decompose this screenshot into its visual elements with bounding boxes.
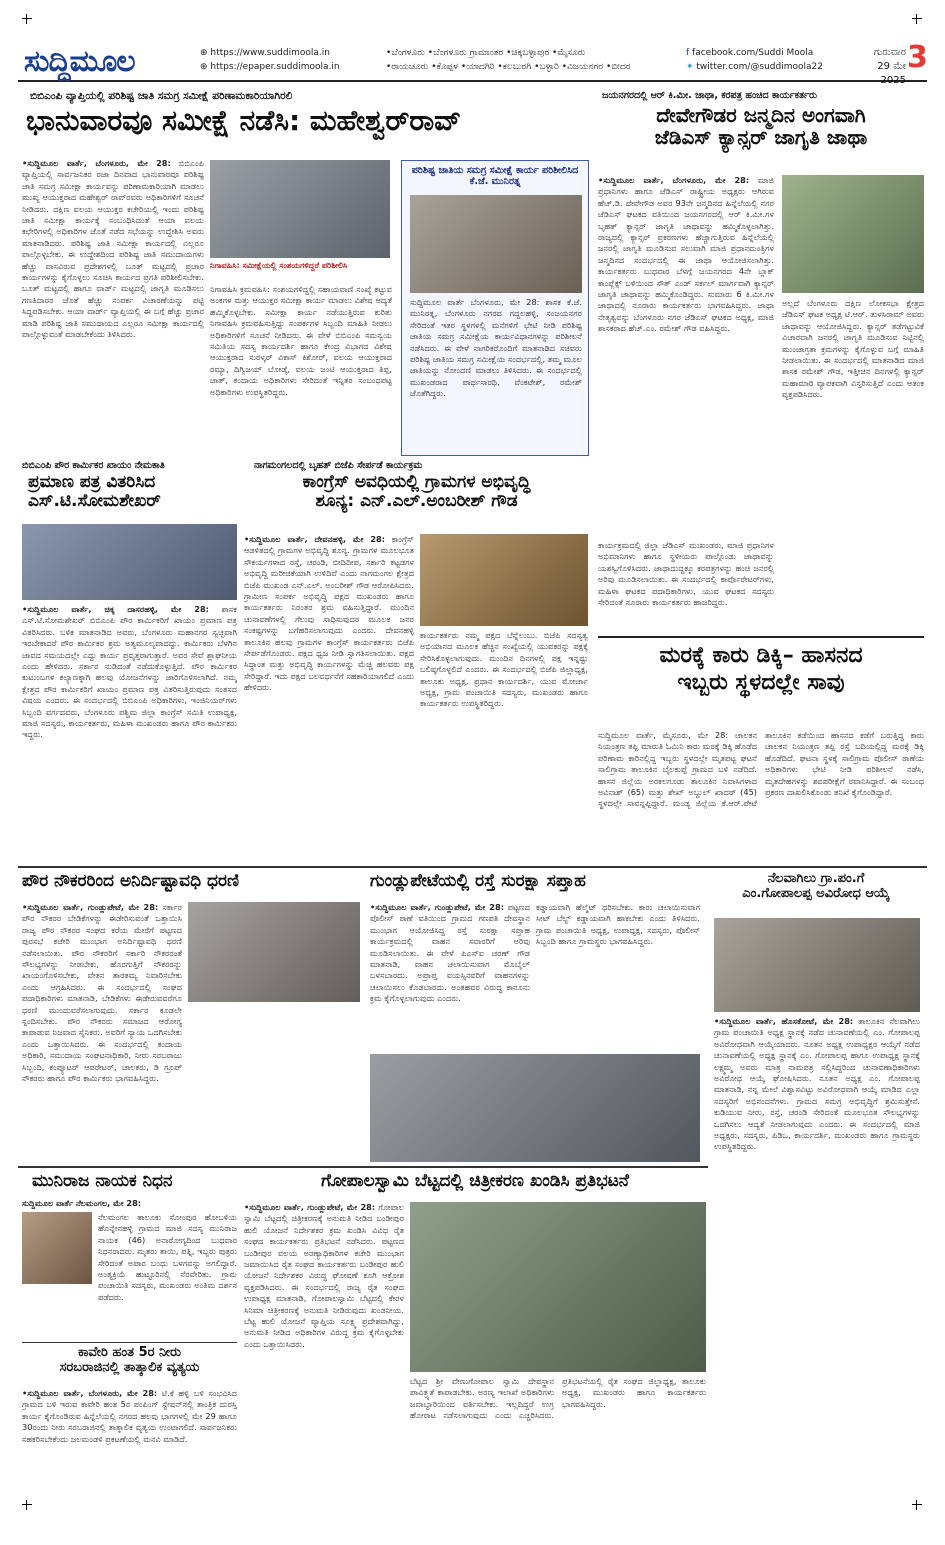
masthead [18, 40, 928, 86]
photo-strike [188, 902, 360, 1002]
article-headline-line2: ಶೂನ್ಯ: ಎನ್.ಎಲ್.ಅಂಬರೀಶ್ ಗೌಡ [315, 491, 518, 512]
dateline: •ಸುದ್ದಿಮೂಲ ವಾರ್ತೆ, ಬೆಂಗಳೂರು, ಮೇ 28: [598, 175, 750, 185]
article-headline-line1: ಕಾಂಗ್ರೆಸ್ ಅವಧಿಯಲ್ಲಿ ಗ್ರಾಮಗಳ ಅಭಿವೃದ್ಧಿ [302, 472, 531, 492]
facebook-icon: f [686, 48, 693, 58]
issue-date [856, 46, 906, 88]
article-accident [598, 636, 924, 726]
dateline: •ಸುದ್ದಿಮೂಲ ವಾರ್ತೆ, ಹೊಸಕೋಟೆ, ಮೇ 28: [714, 1016, 854, 1026]
article-body [22, 604, 237, 862]
article-jds-jatha [598, 90, 924, 172]
crop-mark [912, 14, 922, 24]
article-body-continued: ಕಡ್ಡಾಯವಾಗಿ ಹೆಲ್ಮೆಟ್ ಧರಿಸಬೇಕು. ಕಾರು ಚಲಾಯಿಸುವಾಗ ಸೀಟ್ ಬೆಲ್ಟ್ ಕಡ್ಡಾಯವಾಗಿ ಹಾಕಬೇಕು ಎಂದು ತಿಳಿಸಿದರು. ಗ್ರಾಮ ಪಂಚಾಯಿತಿ ಅಧ್ಯಕ್ಷ, ಉಪಾಧ್ಯಕ್ಷ, ಸದಸ್ಯರು, ಪೊಲೀಸ್ ಸಿಬ್ಬಂದಿ ಹಾಗೂ ಗ್ರಾಮಸ್ಥರು ಭಾಗವಹಿಸಿದ್ದರು. [536, 902, 700, 947]
article-headline-line2: ಇಬ್ಬರು ಸ್ಥಳದಲ್ಲೇ ಸಾವು [677, 669, 845, 695]
district-tickers [386, 46, 631, 74]
photo-road-safety [370, 1054, 700, 1162]
article-headline-line1: ಪ್ರಮಾಣ ಪತ್ರ ವಿತರಿಸಿದ [28, 472, 156, 492]
photo-party-joining [420, 534, 588, 626]
issue-day: ಗುರುವಾರ [873, 47, 906, 58]
dateline: •ಸುದ್ದಿಮೂಲ ವಾರ್ತೆ, ಗುಂಡ್ಲುಪೇಟೆ, ಮೇ 28: [22, 902, 159, 912]
article-text: ಕಾರ್ಯಕರ್ತರು ನಮ್ಮ ಪಕ್ಷದ ಬೆನ್ನೆಲುಬು. ಬಿಜೆಪಿ ಸದಸ್ಯತ್ವ ಅಭಿಯಾನದ ಮೂಲಕ ಹೆಚ್ಚಿನ ಸಂಖ್ಯೆಯಲ್ಲಿ ಯುವಕರನ್ನು ಪಕ್ಷಕ್ಕೆ ಸೇರಿಸಿಕೊಳ್ಳಲಾಗುವುದು. ಮುಂದಿನ ದಿನಗಳಲ್ಲಿ ಪಕ್ಷ ಇನ್ನಷ್ಟು ಬಲಿಷ್ಠಗೊಳ್ಳಲಿದೆ ಎಂದರು. ಈ ಸಂದರ್ಭದಲ್ಲಿ ಬಿಜೆಪಿ ಜಿಲ್ಲಾಧ್ಯಕ್ಷ, ತಾಲೂಕು ಅಧ್ಯಕ್ಷ, ಪ್ರಧಾನ ಕಾರ್ಯದರ್ಶಿ, ಯುವ ಮೋರ್ಚಾ ಅಧ್ಯಕ್ಷ, ಗ್ರಾಮ ಪಂಚಾಯಿತಿ ಸದಸ್ಯರು, ಮುಖಂಡರು ಹಾಗೂ ಕಾರ್ಯಕರ್ತರು ಉಪಸ್ಥಿತರಿದ್ದರು. [420, 630, 588, 709]
facebook-link[interactable]: facebook.com/Suddi Moola [692, 48, 814, 58]
article-text: ಶಾಸಕ ಎಸ್.ಟಿ.ಸೋಮಶೇಖರ್ ಬಿಬಿಎಂಪಿ ಪೌರ ಕಾರ್ಮಿಕರಿಗೆ ಖಾಯಂ ಪ್ರಮಾಣ ಪತ್ರ ವಿತರಿಸಿದರು. ಬಳಿಕ ಮಾತನಾಡಿದ ಅವರು, ಬೆಂಗಳೂರು ಮಹಾನಗರ ಸ್ವಚ್ಛವಾಗಿ ಇರಬೇಕಾದರೆ ಪೌರ ಕಾರ್ಮಿಕರ ಶ್ರಮ ಅತ್ಯಮೂಲ್ಯವಾದದ್ದು. ಕಾರ್ಮಿಕರು ಬೆಳಗಿನ ಜಾವದ ಸಮಯದಲ್ಲೇ ಎದ್ದು ಕಾರ್ಯ ಪ್ರವೃತ್ತರಾಗುತ್ತಾರೆ. ಅವರ ಸೇವೆ ಶ್ಲಾಘನೀಯ ಎಂದು ಹೇಳಿದರು. ಸರ್ಕಾರ ನುಡಿದಂತೆ ನಡೆದುಕೊಳ್ಳುತ್ತಿದೆ. ಪೌರ ಕಾರ್ಮಿಕರ ಕುಟುಂಬಗಳ ಕಲ್ಯಾಣಕ್ಕಾಗಿ ಹಲವು ಯೋಜನೆಗಳನ್ನು ಜಾರಿಗೊಳಿಸಲಾಗಿದೆ. ನಮ್ಮ ಕ್ಷೇತ್ರದ ಪೌರ ಕಾರ್ಮಿಕರಿಗೆ ಖಾಯಂ ಪ್ರಮಾಣ ಪತ್ರ ವಿತರಿಸುತ್ತಿರುವುದು ಸಂತಸದ ವಿಷಯ ಎಂದರು. ಈ ಸಂದರ್ಭದಲ್ಲಿ ಬಿಬಿಎಂಪಿ ಅಧಿಕಾರಿಗಳು, ಇಂಜಿನಿಯರ್‌ಗಳು ಸಿಬ್ಬಂದಿ ವರ್ಗದವರು, ಬೆಂಗಳೂರು ಪಶ್ಚಿಮ ಜಿಲ್ಲಾ ಕಾಂಗ್ರೆಸ್ ಸಮಿತಿ ಉಪಾಧ್ಯಕ್ಷ, ಮಾಜಿ ಸದಸ್ಯರು, ಕಾರ್ಯಕರ್ತರು, ಮಹಿಳಾ ಮುಖಂಡರು ಹಾಗೂ ಪೌರ ಕಾರ್ಮಿಕರು ಇದ್ದರು. [22, 604, 237, 740]
article-somashekar [22, 460, 237, 520]
article-body-continued-2 [598, 540, 774, 632]
article-body [370, 902, 530, 1050]
globe-icon: ⊕ [200, 48, 211, 58]
article-body: ಸುದ್ದಿಮೂಲ ವಾರ್ತೆ, ಮೈಸೂರು, ಮೇ 28: ಚಾಲಕನ ನಿಯಂತ್ರಣ ತಪ್ಪಿ ಮಾರುತಿ ಓಮಿನಿ ಕಾರು ಮರಕ್ಕೆ ಡಿಕ್ಕಿ ಹೊಡೆದ ಪರಿಣಾಮ ಕಾರಿನಲ್ಲಿದ್ದ ಇಬ್ಬರು ಸ್ಥಳದಲ್ಲೇ ಮೃತಪಟ್ಟ ಘಟನೆ ಸಾಲಿಗ್ರಾಮ ತಾಲೂಕಿನ ಬೈಲಕುಪ್ಪೆ ಗ್ರಾಮದ ಬಳಿ ನಡೆದಿದೆ. ಹಾಸನ ಜಿಲ್ಲೆಯ ಅರಕಲಗೂಡು ತಾಲೂಕಿನ ನಿವಾಸಿಗಳಾದ ಅವಿನಾಶ್ (65) ಮತ್ತು ಶೇಖ್ ಅಬ್ದುಲ್ ಖಾದರ್ (45) ಸ್ಥಳದಲ್ಲೇ ಸಾವನ್ನಪ್ಪಿದ್ದಾರೆ. ಮಂಡ್ಯ ಜಿಲ್ಲೆಯ ಕೆ.ಆರ್.ಪೇಟೆ ತಾಲೂಕಿನ ಕಡೆಯಿಂದ ಹಾಸನದ ಕಡೆಗೆ ಬರುತ್ತಿದ್ದ ಕಾರು ಚಾಲಕನ ನಿಯಂತ್ರಣ ತಪ್ಪಿ ರಸ್ತೆ ಬದಿಯಲ್ಲಿದ್ದ ಮರಕ್ಕೆ ಡಿಕ್ಕಿ ಹೊಡೆದಿದೆ. ಘಟನಾ ಸ್ಥಳಕ್ಕೆ ಸಾಲಿಗ್ರಾಮ ಪೊಲೀಸ್ ಠಾಣೆಯ ಅಧಿಕಾರಿಗಳು ಭೇಟಿ ನೀಡಿ ಪರಿಶೀಲನೆ ನಡೆಸಿ, ಮೃತದೇಹಗಳನ್ನು ಶವಪರೀಕ್ಷೆಗೆ ರವಾನಿಸಿದ್ದಾರೆ. ಈ ಸಂಬಂಧ ಪ್ರಕರಣ ದಾಖಲಿಸಿಕೊಂಡು ತನಿಖೆ ಕೈಗೊಂಡಿದ್ದಾರೆ. [598, 730, 924, 809]
dateline: •ಸುದ್ದಿಮೂಲ ವಾರ್ತೆ, ಗುಂಡ್ಲುಪೇಟೆ, ಮೇ 28: [370, 902, 504, 912]
article-text: ತಾಲೂಕಿನ ನೆಲವಾಗಿಲು ಗ್ರಾಮ ಪಂಚಾಯಿತಿ ಅಧ್ಯಕ್ಷ ಸ್ಥಾನಕ್ಕೆ ನಡೆದ ಚುನಾವಣೆಯಲ್ಲಿ ಎಂ. ಗೋಪಾಲಪ್ಪ ಅವಿರೋಧವಾಗಿ ಆಯ್ಕೆಯಾದರು. ನೂತನ ಅಧ್ಯಕ್ಷ ಉಪಾಧ್ಯಕ್ಷರ ಆಯ್ಕೆಗೆ ನಡೆದ ಚುನಾವಣೆಯಲ್ಲಿ ಅಧ್ಯಕ್ಷ ಸ್ಥಾನಕ್ಕೆ ಎಂ. ಗೋಪಾಲಪ್ಪ ಹಾಗೂ ಉಪಾಧ್ಯಕ್ಷ ಸ್ಥಾನಕ್ಕೆ ಲಕ್ಷ್ಮಮ್ಮ ಅವರು ಮಾತ್ರ ನಾಮಪತ್ರ ಸಲ್ಲಿಸಿದ್ದರಿಂದ ಚುನಾವಣಾಧಿಕಾರಿಗಳು ಅವಿರೋಧ ಆಯ್ಕೆ ಘೋಷಿಸಿದರು. ನೂತನ ಅಧ್ಯಕ್ಷ ಎಂ. ಗೋಪಾಲಪ್ಪ ಮಾತನಾಡಿ, ನನ್ನ ಮೇಲೆ ವಿಶ್ವಾಸವಿಟ್ಟು ಅವಿರೋಧವಾಗಿ ಆಯ್ಕೆ ಮಾಡಿದ ಎಲ್ಲಾ ಸದಸ್ಯರಿಗೆ ಅಭಿನಂದನೆಗಳು. ಗ್ರಾಮದ ಸಮಗ್ರ ಅಭಿವೃದ್ಧಿಗೆ ಶ್ರಮಿಸುತ್ತೇನೆ. ಕುಡಿಯುವ ನೀರು, ರಸ್ತೆ, ಚರಂಡಿ ಸೇರಿದಂತೆ ಮೂಲಭೂತ ಸೌಲಭ್ಯಗಳನ್ನು ಒದಗಿಸಲು ಆದ್ಯತೆ ನೀಡಲಾಗುವುದು ಎಂದರು. ಈ ಸಂದರ್ಭದಲ್ಲಿ ಮಾಜಿ ಅಧ್ಯಕ್ಷರು, ಸದಸ್ಯರು, ಪಿಡಿಒ, ಕಾರ್ಯದರ್ಶಿ, ಮುಖಂಡರು ಹಾಗೂ ಗ್ರಾಮಸ್ಥರು ಉಪಸ್ಥಿತರಿದ್ದರು. [714, 1016, 920, 1152]
section-divider [18, 1166, 708, 1168]
globe-icon: ⊕ [200, 62, 211, 72]
article-headline-line2: ಎಂ.ಗೋಪಾಲಪ್ಪ ಅವಿರೋಧ ಆಯ್ಕೆ [742, 885, 890, 901]
article-text: ಮಾಜಿ ಪ್ರಧಾನಿಗಳು ಹಾಗೂ ಜೆಡಿಎಸ್ ರಾಷ್ಟ್ರೀಯ ಅಧ್ಯಕ್ಷರು ಆಗಿರುವ ಹೆಚ್.ಡಿ. ದೇವೇಗೌಡ ಅವರ 93ನೇ ಜನ್ಮದಿನದ ಹಿನ್ನೆಲೆಯಲ್ಲಿ ನಗರ ಜೆಡಿಎಸ್ ಘಟಕದ ವತಿಯಿಂದ ಜಯನಗರದಲ್ಲಿ ಆರ್ ಕಿ.ಮೀ.ಗಳ ಬೃಹತ್ ಕ್ಯಾನ್ಸರ್ ಜಾಗೃತಿ ಜಾಥಾವನ್ನು ಹಮ್ಮಿಕೊಳ್ಳಲಾಗಿತ್ತು. ರಾಜ್ಯದಲ್ಲಿ ಕ್ಯಾನ್ಸರ್ ಪ್ರಕರಣಗಳು ಹೆಚ್ಚಾಗುತ್ತಿರುವ ಹಿನ್ನೆಲೆಯಲ್ಲಿ ಜನರಲ್ಲಿ ಜಾಗೃತಿ ಮೂಡಿಸುವ ಸಲುವಾಗಿ ಮಾಜಿ ಪ್ರಧಾನಮಂತ್ರಿಗಳ ಜನ್ಮದಿನದ ಸಂದರ್ಭದಲ್ಲಿ ಈ ಜಾಥಾ ಆಯೋಜಿಸಲಾಗಿತ್ತು. ಕಾರ್ಯಕರ್ತರು ಬುಧವಾರ ಬೆಳಗ್ಗೆ ಜಯನಗರದ 4ನೇ ಬ್ಲಾಕ್ ಕಾಂಪ್ಲೆಕ್ಸ್ ಬಳಿಯಿಂದ ಸೌತ್ ಎಂಡ್ ಸರ್ಕಲ್ ಮಾರ್ಗವಾಗಿ ಕ್ಯಾನ್ಸರ್ ಜಾಗೃತಿ ಜಾಥಾವನ್ನು ಹಮ್ಮಿಕೊಂಡಿದ್ದರು. ಸುಮಾರು 6 ಕಿ.ಮೀ.ಗಳ ಜಾಥಾದಲ್ಲಿ ನೂರಾರು ಕಾರ್ಯಕರ್ತರು ಭಾಗವಹಿಸಿದ್ದರು. ಜಾಥಾ ನೇತೃತ್ವವನ್ನು ಬೆಂಗಳೂರು ನಗರ ಜೆಡಿಎಸ್ ಘಟಕದ ಅಧ್ಯಕ್ಷ, ಮಾಜಿ ಶಾಸಕರಾದ ಹೆಚ್.ಎಂ. ರಮೇಶ್ ಗೌಡ ವಹಿಸಿದ್ದರು. [598, 175, 774, 334]
obituary-dateline: ಸುದ್ದಿಮೂಲ ವಾರ್ತೆ ನೆಲಮಂಗಲ, ಮೇ 28: [22, 1198, 142, 1208]
article-headline-line1: ಕಾವೇರಿ ಹಂತ 5ರ ನೀರು [77, 1345, 182, 1360]
article-kicker: ಜಯನಗರದಲ್ಲಿ ಆರ್ ಕಿ.ಮೀ. ಜಾಥಾ, ಕರಪತ್ರ ಹಂಚಿದ ಕಾರ್ಯಕರ್ತರು [602, 90, 817, 101]
article-headline: ಭಾನುವಾರವೂ ಸಮೀಕ್ಷೆ ನಡೆಸಿ: ಮಹೇಶ್ವರ್‌ರಾವ್ [26, 104, 462, 137]
ticker-line-2: •ರಾಯಚೂರು •ಕೊಪ್ಪಳ •ಯಾದಗಿರಿ •ಕಲಬುರಗಿ •ಬಳ್ಳಾರಿ •ವಿಜಯನಗರ •ಬೀದರ [386, 62, 631, 72]
article-pourakarmika-strike [22, 872, 362, 898]
photo-jatha [782, 175, 924, 293]
website-link[interactable]: https://www.suddimoola.in [210, 48, 330, 58]
article-headline-line2: ಜೆಡಿಎಸ್ ಕ್ಯಾನ್ಸರ್ ಜಾಗೃತಿ ಜಾಥಾ [654, 125, 868, 150]
dateline: •ಸುದ್ದಿಮೂಲ ವಾರ್ತೆ, ದೇವನಹಳ್ಳಿ, ಮೇ 28: [244, 534, 386, 544]
article-body [598, 175, 774, 537]
article-text: ಟಿ.ಕೆ ಹಳ್ಳಿ ಬಳಿ ಸಂಭವಿಸಿದ ಗ್ರಾಮದ ಬಳಿ ಇರುವ ಕಾವೇರಿ ಹಂತ 5ರ ಪಂಪಿಂಗ್ ಸ್ಟೇಷನ್‌ನಲ್ಲಿ ತಾಂತ್ರಿಕ ದುರಸ್ತಿ ಕಾರ್ಯ ಕೈಗೊಂಡಿರುವ ಹಿನ್ನೆಲೆಯಲ್ಲಿ ನಗರದ ಹಲವು ಭಾಗಗಳಲ್ಲಿ ಮೇ 29 ಹಾಗೂ 30ರಂದು ನೀರು ಸರಬರಾಜಿನಲ್ಲಿ ತಾತ್ಕಾಲಿಕ ವ್ಯತ್ಯಯ ಉಂಟಾಗಲಿದೆ. ಸಾರ್ವಜನಿಕರು ಸಹಕರಿಸಬೇಕೆಂದು ಜಲಮಂಡಳಿ ಪ್ರಕಟಣೆಯಲ್ಲಿ ಮನವಿ ಮಾಡಿದೆ. [22, 1388, 237, 1444]
article-cauvery-water [22, 1342, 237, 1386]
article-kicker: ಬಿಬಿಎಂಪಿ ಪೌರ ಕಾರ್ಮಿಕರ ಖಾಯಂ ನೇಮಕಾತಿ [22, 460, 165, 471]
article-body [22, 1388, 237, 1488]
article-headline-line2: ಎಸ್.ಟಿ.ಸೋಮಶೇಖರ್ [28, 491, 161, 512]
article-text: ಬಿಬಿಎಂಪಿ ವ್ಯಾಪ್ತಿಯಲ್ಲಿ ಸಾರ್ವಜನಿಕರ ರಜಾ ದಿನವಾದ ಭಾನುವಾರವೂ ಪರಿಶಿಷ್ಟ ಜಾತಿ ಸಮಗ್ರ ಸಮೀಕ್ಷಾ ಕಾರ್ಯವನ್ನು ಪರಿಣಾಮಕಾರಿಯಾಗಿ ಮಾಡಲು ಮುಖ್ಯ ಆಯುಕ್ತರಾದ ಮಹೇಶ್ವರ್ ರಾವ್‌ರವರು ಅಧಿಕಾರಿಗಳಿಗೆ ಸೂಚನೆ ನೀಡಿದರು. ದಕ್ಷಿಣ ವಲಯ ಆಯುಕ್ತರ ಕಚೇರಿಯಲ್ಲಿ ಇಂದು ಪರಿಶಿಷ್ಟ ಜಾತಿ ಸಮೀಕ್ಷಾ ಕಾರ್ಯಕ್ಕೆ ಸಂಬಂಧಿಸಿದಂತೆ ಆಯಾ ವಲಯ ಕಛೇರಿಗಳಲ್ಲಿ ಅಧಿಕಾರಿಗಳ ಜೊತೆ ನಡೆದ ಸಭೆಯನ್ನು ಉದ್ದೇಶಿಸಿ ಅವರು ಮಾತನಾಡಿದರು. ಪರಿಶಿಷ್ಟ ಜಾತಿ ಸಮೀಕ್ಷಾ ಕಾರ್ಯದಲ್ಲಿ ಎಲ್ಲರೂ ಪಾಲ್ಗೊಳ್ಳಬೇಕು. ಈ ಉದ್ದೇಶದಿಂದ ಪರಿಶಿಷ್ಟ ಜಾತಿ ಸಮುದಾಯಗಳು ಹೆಚ್ಚು ವಾಸವಿರುವ ಪ್ರದೇಶಗಳಲ್ಲಿ ಬೂತ್ ಮಟ್ಟದಲ್ಲಿ ಪ್ರಚಾರ ಕಾರ್ಯಗಳನ್ನು ಕೈಗೊಳ್ಳಲು ಸೂಚಿಸಿ ಕಾರ್ಯದ ಪ್ರಗತಿ ಪರಿಶೀಲಿಸಬೇಕು. ಬೂತ್ ಮಟ್ಟದಲ್ಲಿ ಹಾಗೂ ವಾರ್ಡ್ ಮಟ್ಟದಲ್ಲಿ ಜಾಗೃತಿ ಮೂಡಿಸಲು ಗಣತಿದಾರರ ಜೊತೆ ಹೆಚ್ಚು ಸಂಪರ್ಕ ವಿಚಾರಣೆಯನ್ನು ಪಟ್ಟಿ ಸಿದ್ಧಪಡಿಸಬೇಕು. ಆಯಾ ವಾರ್ಡ್ ವ್ಯಾಪ್ತಿಯಲ್ಲಿ ಈ ಬಗ್ಗೆ ಹೆಚ್ಚು ಪ್ರಚಾರ ಮಾಡಿ ಪರಿಶಿಷ್ಟ ಜಾತಿ ಸಮುದಾಯದ ಎಲ್ಲರೂ ಸಮೀಕ್ಷಾ ಕಾರ್ಯದಲ್ಲಿ ಪಾಲ್ಗೊಳ್ಳುವಂತೆ ಮಾಡಬೇಕೆಂದು ತಿಳಿಸಿದರು. [22, 158, 204, 340]
article-body-continued [420, 630, 588, 862]
photo-inspection [410, 195, 582, 293]
photo-caption [210, 260, 390, 282]
photo-portrait [22, 1212, 92, 1284]
article-body [244, 1202, 404, 1488]
article-gopalappa [708, 872, 924, 920]
article-kicker: ನಾಗಮಂಗಲದಲ್ಲಿ ಬೃಹತ್ ಬಿಜೆಪಿ ಸೇರ್ಪಡೆ ಕಾರ್ಯಕ್ರಮ [254, 460, 423, 471]
article-body-continued [782, 298, 924, 678]
newspaper-logo: ಸುದ್ದಿಮೂಲ [24, 44, 135, 79]
crop-mark [912, 1500, 922, 1510]
article-obituary [22, 1172, 237, 1196]
dateline: •ಸುದ್ದಿಮೂಲ ವಾರ್ತೆ, ಗುಂಡ್ಲುಪೇಟೆ, ಮೇ 28: [244, 1202, 376, 1212]
website-urls [200, 46, 340, 74]
article-body [714, 1016, 920, 1476]
article-headline: ಮುನಿರಾಜ ನಾಯಕ ನಿಧನ [32, 1172, 173, 1191]
article-text: ಕಾಂಗ್ರೆಸ್ ಆಡಳಿತದಲ್ಲಿ ಗ್ರಾಮಗಳ ಅಭಿವೃದ್ಧಿ ಶೂನ್ಯ. ಗ್ರಾಮಗಳ ಮೂಲಭೂತ ಸೌಕರ್ಯಗಳಾದ ರಸ್ತೆ, ಚರಂಡಿ, ಬೀದಿದೀಪ, ಸರ್ಕಾರಿ ಕಟ್ಟಡಗಳ ಅಭಿವೃದ್ಧಿ ಮರೀಚಿಕೆಯಾಗಿ ಉಳಿದಿವೆ ಎಂದು ನಾಗಮಂಗಲ ಕ್ಷೇತ್ರದ ಬಿಜೆಪಿ ಮುಖಂಡ ಎನ್.ಎಲ್. ಅಂಬರೀಶ್ ಗೌಡ ಆರೋಪಿಸಿದರು. ಗ್ರಾಮೀಣ ಸಂಪರ್ಕ ಅಭಿವೃದ್ಧಿ ಪಕ್ಷದ ಮುಖಂಡರು ಹಾಗೂ ಕಾರ್ಯಕರ್ತರು ನಿರಂತರ ಶ್ರಮ ವಹಿಸುತ್ತಿದ್ದಾರೆ. ಮುಂದಿನ ಚುನಾವಣೆಗಳಲ್ಲಿ ಗೆಲುವು ಸಾಧಿಸುವುದರ ಮೂಲಕ ಜನರ ಸಂಕಷ್ಟಗಳನ್ನು ಬಗೆಹರಿಸಲಾಗುವುದು ಎಂದರು. ದೇವನಹಳ್ಳಿ ತಾಲೂಕಿನ ಹಲವು ಗ್ರಾಮಗಳ ಕಾಂಗ್ರೆಸ್ ಕಾರ್ಯಕರ್ತರು ಬಿಜೆಪಿ ಸೇರ್ಪಡೆಗೊಂಡರು. ಪಕ್ಷದ ಧ್ವಜ ನೀಡಿ ಸ್ವಾಗತಿಸಲಾಯಿತು. ಪಕ್ಷದ ಸಿದ್ಧಾಂತ ಮತ್ತು ಅಭಿವೃದ್ಧಿ ಕಾರ್ಯಗಳನ್ನು ಮೆಚ್ಚಿ ಹಲವರು ಪಕ್ಷ ಸೇರಿದ್ದಾರೆ. ಇದು ಪಕ್ಷದ ಬಲವರ್ಧನೆಗೆ ಸಹಕಾರಿಯಾಗಲಿದೆ ಎಂದು ಹೇಳಿದರು. [244, 534, 414, 693]
article-body: ನೆಲಮಂಗಲ ತಾಲೂಕು ಸೋಂಪುರ ಹೋಬಳಿಯ ಹೊನ್ನೇನಹಳ್ಳಿ ಗ್ರಾಮದ ಮಾಜಿ ಸದಸ್ಯ ಮುನಿರಾಜ ನಾಯಕ (46) ಅನಾರೋಗ್ಯದಿಂದ ಬುಧವಾರ ನಿಧನರಾದರು. ಮೃತರು ತಾಯಿ, ಪತ್ನಿ, ಇಬ್ಬರು ಪುತ್ರರು ಸೇರಿದಂತೆ ಅಪಾರ ಬಂಧು ಬಳಗವನ್ನು ಅಗಲಿದ್ದಾರೆ. ಅಂತ್ಯಕ್ರಿಯೆ ಹುಟ್ಟೂರಿನಲ್ಲಿ ನೆರವೇರಿತು. ಗ್ರಾಮ ಪಂಚಾಯಿತಿ ಸದಸ್ಯರು, ಮುಖಂಡರು ಅಂತಿಮ ದರ್ಶನ ಪಡೆದರು. [98, 1212, 237, 1302]
photo-meeting [210, 160, 390, 258]
ticker-line-1: •ಬೆಂಗಳೂರು •ಬೆಂಗಳೂರು ಗ್ರಾಮಾಂತರ •ಚಿಕ್ಕಬಳ್ಳಾಪುರ •ಮೈಸೂರು [386, 48, 586, 58]
article-survey [22, 90, 592, 154]
crop-mark [22, 14, 32, 24]
article-body-continued [210, 284, 392, 456]
crop-mark [22, 1500, 32, 1510]
article-text: ನಿಗಾವಹಿಸಿ ಕ್ರಮವಹಿಸಿ: ಸಂಶಯಗಳಿದ್ದಲ್ಲಿ ಸಹಾಯವಾಣಿ ಸಂಖ್ಯೆ ಕಟ್ಟುವ ಅಂಕಗಳ ಮತ್ತು ಆಯುಕ್ತರ ಸಮೀಕ್ಷಾ ಕಾರ್ಯ ಮಾಡಲು ವಿಶೇಷ ಆದ್ಯತೆ ಹಮ್ಮಿಕೊಳ್ಳಬೇಕು. ಸಮೀಕ್ಷಾ ಕಾರ್ಯ ನಡೆಯುತ್ತಿರುವ ಕುರಿತು ನಿಗಾವಹಿಸಿ ಕ್ರಮವಹಿಸುತ್ತಿದ್ದು ಸಂಪರ್ಕಗಳ ಸಿಬ್ಬಂದಿ ಮಾಹಿತಿ ನೀಡಲು ಅಧಿಕಾರಿಗಳಿಗೆ ಸೂಚನೆ ನೀಡಿದರು. ಈ ವೇಳೆ ಬಿಬಿಎಂಪಿ ಸಮನ್ವಯ ಸಮಿತಿಯ ಸದಸ್ಯ ಕಾರ್ಯದರ್ಶಿ ಹಾಗೂ ಕೇಂದ್ರ ವಿಭಾಗದ ವಿಶೇಷ ಆಯುಕ್ತರಾದ ಸುರಳ್ಕರ್ ವಿಕಾಸ್ ಕಿಶೋರ್, ವಲಯ ಆಯುಕ್ತರಾದ ರಮ್ಯಾ, ದಿಗ್ವಿಜಯ್ ಬೋಡ್ಕೆ, ವಲಯ ಜಂಟಿ ಆಯುಕ್ತರಾದ ತಿಪ್ಪ, ಜಾತ್, ಕಂದಾಯ ಅಧಿಕಾರಿಗಳು ಸೇರಿದಂತೆ ಇನ್ನಿತರ ಸಂಬಂಧಪಟ್ಟ ಅಧಿಕಾರಿಗಳು ಉಪಸ್ಥಿತರಿದ್ದರು. [210, 284, 392, 397]
dateline: •ಸುದ್ದಿಮೂಲ ವಾರ್ತೆ, ಚಿಕ್ಕ ದಾಸರಹಳ್ಳಿ, ಮೇ 28: [22, 604, 209, 614]
article-headline-line1: ಮರಕ್ಕೆ ಕಾರು ಡಿಕ್ಕಿ– ಹಾಸನದ [659, 643, 863, 668]
box-headline: ಪರಿಶಿಷ್ಟ ಜಾತಿಯ ಸಮಗ್ರ ಸಮೀಕ್ಷೆ ಕಾರ್ಯ ಪರಿಶೀಲಿಸಿದ ಕೆ.ಜೆ. ಮುನಿರತ್ನ [411, 165, 579, 187]
article-headline: ಗುಂಡ್ಲುಪೇಟೆಯಲ್ಲಿ ರಸ್ತೆ ಸುರಕ್ಷಾ ಸಪ್ತಾಹ [370, 872, 586, 891]
article-headline-line1: ನೆಲವಾಗಿಲು ಗ್ರಾ.ಪಂ.ಗೆ [767, 872, 865, 886]
epaper-link[interactable]: https://epaper.suddimoola.in [210, 62, 340, 72]
photo-protest [410, 1202, 706, 1372]
article-body-continued: ಬೆಟ್ಟದ ಶ್ರೀ ವೇಣುಗೋಪಾಲ ಸ್ವಾಮಿ ದೇವಸ್ಥಾನ ಪಾವಿತ್ರ್ಯತೆ ಕಾಪಾಡಬೇಕು. ಅರಣ್ಯ ಇಲಾಖೆ ಅಧಿಕಾರಿಗಳು ಜವಾಬ್ದಾರಿಯಿಂದ ವರ್ತಿಸಬೇಕು. ಇಲ್ಲದಿದ್ದರೆ ಉಗ್ರ ಹೋರಾಟ ನಡೆಸಲಾಗುವುದು ಎಂದು ಎಚ್ಚರಿಸಿದರು. ಪ್ರತಿಭಟನೆಯಲ್ಲಿ ರೈತ ಸಂಘದ ಜಿಲ್ಲಾಧ್ಯಕ್ಷ, ತಾಲೂಕು ಅಧ್ಯಕ್ಷ, ಮುಖಂಡರು ಹಾಗೂ ಕಾರ್ಯಕರ್ತರು ಭಾಗವಹಿಸಿದ್ದರು. [410, 1376, 706, 1421]
photo-certificates [22, 524, 237, 600]
section-divider [18, 866, 927, 868]
article-text: ಪಟ್ಟಣದ ಪೊಲೀಸ್ ಠಾಣೆ ವತಿಯಿಂದ ಗ್ರಾಮದ ಗಣಪತಿ ದೇವಸ್ಥಾನ ಮುಂಭಾಗ ಆಯೋಜಿಸಿದ್ದ ರಸ್ತೆ ಸುರಕ್ಷಾ ಸಪ್ತಾಹ ಕಾರ್ಯಕ್ರಮದಲ್ಲಿ ವಾಹನ ಸವಾರರಿಗೆ ಅರಿವು ಮೂಡಿಸಲಾಯಿತು. ಈ ವೇಳೆ ಪಿಎಸ್‌ಐ ಚರಣ್ ಗೌಡ ಮಾತನಾಡಿ, ವಾಹನ ಚಲಾಯಿಸುವಾಗ ಮೊಬೈಲ್ ಬಳಸಬಾರದು. ಅಪ್ರಾಪ್ತ ವಯಸ್ಸಿನವರಿಗೆ ವಾಹನಗಳನ್ನು ಚಲಾಯಿಸಲು ಕೊಡಬಾರದು. ಅಂತಹವರ ವಿರುದ್ಧ ಕಾನೂನು ಕ್ರಮ ಕೈಗೊಳ್ಳಲಾಗುವುದು ಎಂದರು. [370, 902, 530, 1004]
article-body [22, 902, 182, 1158]
article-headline: ಪೌರ ನೌಕರರಿಂದ ಅನಿರ್ದಿಷ್ಟಾವಧಿ ಧರಣಿ [22, 872, 240, 891]
page-number: 3 [907, 40, 928, 75]
article-body [22, 158, 204, 456]
box-body: ಸುದ್ದಿಮೂಲ ವಾರ್ತೆ ಬೆಂಗಳೂರು, ಮೇ 28: ಶಾಸಕ ಕೆ.ಜೆ. ಮುನಿರತ್ನ, ಬೆಂಗಳೂರು ನಗರದ ಗದ್ದಲಹಳ್ಳಿ, ಸಂಜಯನಗರ ಸೇರಿದಂತೆ ಇತರ ಸ್ಥಳಗಳಲ್ಲಿ ಮನೆಗಳಿಗೆ ಭೇಟಿ ನೀಡಿ ಪರಿಶಿಷ್ಟ ಜಾತಿಯ ಸಮಗ್ರ ಸಮೀಕ್ಷೆಯ ಕಾರ್ಯವಿಧಾನಗಳನ್ನು ಪರಿಶೀಲನೆ ನಡೆಸಿದರು. ಈ ವೇಳೆ ನಾಗರಿಕರೊಂದಿಗೆ ಮಾತನಾಡಿದ ಸಚಿವರು ಪರಿಶಿಷ್ಟ ಜಾತಿಯ ಸಮಗ್ರ ಸಮೀಕ್ಷೆಯ ಸಂದರ್ಭದಲ್ಲಿ, ತಮ್ಮ ಮೂಲ ಜಾತಿಯನ್ನು ನೋಂದಣಿ ಮಾಡಲು ತಿಳಿಸಿದರು. ಈ ಸಂದರ್ಭದಲ್ಲಿ ಮುಖಂಡರಾದ ಪಾರ್ಥಸಾರಥಿ, ವೆಂಕಟೇಶ್, ರಮೇಶ್ ಜೊತೆಗಿದ್ದರು. [410, 297, 582, 399]
article-road-safety [370, 872, 700, 898]
caption-text: ನಿಗಾವಹಿಸಿ: ಸಮೀಕ್ಷೆಯಲ್ಲಿ ಸಂಶಯಗಳಿದ್ದರೆ ಪರಿಶೀಲಿಸಿ [210, 261, 348, 270]
article-headline-line2: ಸರಬರಾಜಿನಲ್ಲಿ ತಾತ್ಕಾಲಿಕ ವ್ಯತ್ಯಯ [59, 1359, 200, 1375]
article-headline-line1: ದೇವೇಗೌಡರ ಜನ್ಮದಿನ ಅಂಗವಾಗಿ [656, 103, 866, 127]
article-headline: ಗೋಪಾಲಸ್ವಾಮಿ ಬೆಟ್ಟದಲ್ಲಿ ಚಿತ್ರೀಕರಣ ಖಂಡಿಸಿ ಪ್ರತಿಭಟನೆ [321, 1172, 629, 1191]
dateline: •ಸುದ್ದಿಮೂಲ ವಾರ್ತೆ, ಬೆಂಗಳೂರು, ಮೇ 28: [22, 158, 171, 168]
dateline: •ಸುದ್ದಿಮೂಲ ವಾರ್ತೆ, ಬೆಂಗಳೂರು, ಮೇ 28: [22, 1388, 158, 1398]
article-munirathna-box [401, 160, 589, 456]
twitter-icon: ✦ [686, 62, 697, 72]
article-kicker: ಬಿಬಿಎಂಪಿ ವ್ಯಾಪ್ತಿಯಲ್ಲಿ ಪರಿಶಿಷ್ಟ ಜಾತಿ ಸಮಗ್ರ ಸಮೀಕ್ಷೆ ಪರಿಣಾಮಕಾರಿಯಾಗಿರಲಿ [30, 90, 293, 102]
article-text: ಕಾರ್ಯಕ್ರಮದಲ್ಲಿ ಜಿಲ್ಲಾ ಜೆಡಿಎಸ್ ಮುಖಂಡರು, ಮಾಜಿ ಪ್ರಧಾನಿಗಳ ಅಭಿಮಾನಿಗಳು ಹಾಗೂ ಸ್ಥಳೀಯರು ಪಾಲ್ಗೊಂಡು ಜಾಥಾವನ್ನು ಯಶಸ್ವಿಗೊಳಿಸಿದರು. ಜಾಥಾದುದ್ದಕ್ಕೂ ಕರಪತ್ರಗಳನ್ನು ಹಂಚಿ ಜನರಲ್ಲಿ ಅರಿವು ಮೂಡಿಸಲಾಯಿತು. ಈ ಸಂದರ್ಭದಲ್ಲಿ ಕಾರ್ಪೊರೇಟರ್‌ಗಳು, ಮಹಿಳಾ ಘಟಕದ ಪದಾಧಿಕಾರಿಗಳು, ಯುವ ಘಟಕದ ಸದಸ್ಯರು ಸೇರಿದಂತೆ ನೂರಾರು ಕಾರ್ಯಕರ್ತರು ಹಾಜರಿದ್ದರು. [598, 540, 774, 608]
article-ambarish [244, 460, 589, 530]
article-text: ಅಲ್ಲದೆ ಬೆಂಗಳೂರು ದಕ್ಷಿಣ ಲೋಕಸಭಾ ಕ್ಷೇತ್ರದ ಜೆಡಿಎಸ್ ಘಟಕ ಅಧ್ಯಕ್ಷ ಟಿ.ಆರ್. ತುಳಸಿರಾಮ್ ಅವರು ಜಾಥಾವನ್ನು ಆಯೋಜಿಸಿದ್ದರು. ಕ್ಯಾನ್ಸರ್ ತಡೆಗಟ್ಟುವಿಕೆ ವಿಚಾರವಾಗಿ ಜನರಲ್ಲಿ ಜಾಗೃತಿ ಮೂಡಿಸುವ ನಿಟ್ಟಿನಲ್ಲಿ ಮುಂಜಾಗ್ರತಾ ಕ್ರಮಗಳನ್ನು ಕೈಗೊಳ್ಳುವ ಬಗ್ಗೆ ಮಾಹಿತಿ ನೀಡಲಾಯಿತು. ಈ ಸಂದರ್ಭದಲ್ಲಿ ಮಾತನಾಡಿದ ಮಾಜಿ ಶಾಸಕ ರಮೇಶ್ ಗೌಡ, ಇತ್ತೀಚಿನ ದಿನಗಳಲ್ಲಿ ಕ್ಯಾನ್ಸರ್ ಮಹಾಮಾರಿ ವ್ಯಾಪಕವಾಗಿ ವಿಸ್ತರಿಸುತ್ತಿದೆ ಎಂದು ಆತಂಕ ವ್ಯಕ್ತಪಡಿಸಿದರು. [782, 298, 924, 400]
twitter-link[interactable]: twitter.com/@suddimoola22 [696, 62, 823, 72]
social-links [686, 46, 823, 74]
article-gopalaswamy-protest [244, 1172, 706, 1198]
article-body [244, 534, 414, 862]
article-text: ಸರ್ಕಾರ ಪೌರ ನೌಕರರ ಬೇಡಿಕೆಗಳನ್ನು ಈಡೇರಿಸುವಂತೆ ಒತ್ತಾಯಿಸಿ ರಾಜ್ಯ ಪೌರ ನೌಕರರ ಸಂಘದ ಕರೆಯ ಮೇರೆಗೆ ಪಟ್ಟಣದ ಪುರಸಭೆ ಕಚೇರಿ ಮುಂಭಾಗ ಅನಿರ್ದಿಷ್ಟಾವಧಿ ಧರಣಿ ನಡೆಸಲಾಯಿತು. ಪೌರ ನೌಕರರಿಗೆ ಸರ್ಕಾರಿ ನೌಕರರಂತೆ ಸೌಲಭ್ಯಗಳನ್ನು ನೀಡಬೇಕು, ಹೊರಗುತ್ತಿಗೆ ನೌಕರರನ್ನು ಖಾಯಂಗೊಳಿಸಬೇಕು, ವೇತನ ತಾರತಮ್ಯ ನಿವಾರಿಸಬೇಕು ಎಂದು ಆಗ್ರಹಿಸಿದರು. ಈ ಸಂದರ್ಭದಲ್ಲಿ ಸಂಘದ ಪದಾಧಿಕಾರಿಗಳು ಮಾತನಾಡಿ, ಬೇಡಿಕೆಗಳು ಈಡೇರುವವರೆಗೂ ಧರಣಿ ಮುಂದುವರೆಸಲಾಗುವುದು. ಸರ್ಕಾರ ಕೂಡಲೇ ಸ್ಪಂದಿಸಬೇಕು. ಪೌರ ನೌಕರರು ಸಮಾಜದ ಆರೋಗ್ಯ ಕಾಪಾಡುವ ನಿಜವಾದ ಸೈನಿಕರು. ಅವರಿಗೆ ನ್ಯಾಯ ಒದಗಿಸಬೇಕು ಎಂದು ಒತ್ತಾಯಿಸಿದರು. ಈ ಸಂದರ್ಭದಲ್ಲಿ ಕಂದಾಯ ಅಧಿಕಾರಿ, ಸಮುದಾಯ ಸಂಘಟನಾಧಿಕಾರಿ, ನೀರು ಸರಬರಾಜು ಸಿಬ್ಬಂದಿ, ಕಂಪ್ಯೂಟರ್ ಆಪರೇಟರ್, ಚಾಲಕರು, ಡಿ ಗ್ರೂಪ್ ನೌಕರರು ಹಾಗೂ ಪೌರ ಕಾರ್ಮಿಕರು ಭಾಗವಹಿಸಿದ್ದರು. [22, 902, 182, 1084]
photo-election [714, 918, 920, 1012]
issue-date-text: 29 ಮೇ 2025 [877, 61, 906, 86]
article-text: ಗೋಪಾಲ ಸ್ವಾಮಿ ಬೆಟ್ಟದಲ್ಲಿ ಚಿತ್ರೀಕರಣಕ್ಕೆ ಅನುಮತಿ ನೀಡಿದ ಬಂಡೀಪುರ ಹುಲಿ ಯೋಜನೆ ನಿರ್ದೇಶಕರ ಕ್ರಮ ಖಂಡಿಸಿ ವಿವಿಧ ರೈತ ಸಂಘದ ಕಾರ್ಯಕರ್ತರು ಪ್ರತಿಭಟನೆ ನಡೆಸಿದರು. ಪಟ್ಟಣದ ಬಂಡೀಪುರ ವಲಯ ಅರಣ್ಯಾಧಿಕಾರಿಗಳ ಕಚೇರಿ ಮುಂಭಾಗ ಜಮಾಯಿಸಿದ ರೈತ ಸಂಘದ ಕಾರ್ಯಕರ್ತರು ಬಂಡೀಪುರ ಹುಲಿ ಯೋಜನೆ ನಿರ್ದೇಶಕರ ವಿರುದ್ಧ ಘೋಷಣೆ ಕೂಗಿ ಆಕ್ರೋಶ ವ್ಯಕ್ತಪಡಿಸಿದರು. ಈ ಸಂದರ್ಭದಲ್ಲಿ ರಾಜ್ಯ ರೈತ ಸಂಘದ ಉಪಾಧ್ಯಕ್ಷ ಮಾತನಾಡಿ, ಗೋಪಾಲಸ್ವಾಮಿ ಬೆಟ್ಟದಲ್ಲಿ ಕೇರಳ ಸಿನಿಮಾ ಚಿತ್ರೀಕರಣಕ್ಕೆ ಅನುಮತಿ ನೀಡಿರುವುದು ಖಂಡನೀಯ. ಬೆಟ್ಟ ಹುಲಿ ಯೋಜನೆ ವ್ಯಾಪ್ತಿಯ ಸೂಕ್ಷ್ಮ ಪ್ರದೇಶವಾಗಿದ್ದು, ಅನುಮತಿ ನೀಡಿದ ಅಧಿಕಾರಿಗಳ ವಿರುದ್ಧ ಕ್ರಮ ಕೈಗೊಳ್ಳಬೇಕು ಎಂದು ಒತ್ತಾಯಿಸಿದರು. [244, 1202, 404, 1349]
